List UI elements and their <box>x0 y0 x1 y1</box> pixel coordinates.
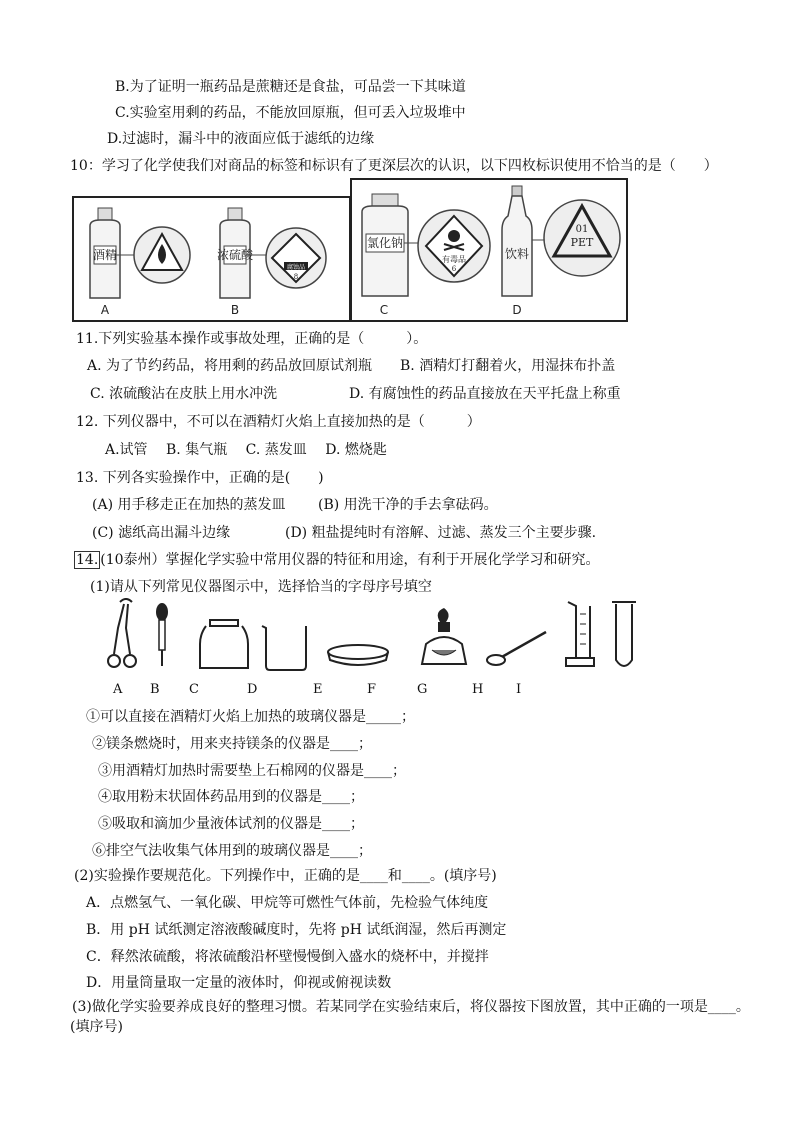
q9-option-d: D.过滤时，漏斗中的液面应低于滤纸的边缘 <box>107 131 375 147</box>
test-tube-icon <box>612 602 636 666</box>
crucible-tongs-icon <box>108 599 136 667</box>
instrument-letter-g: G <box>417 682 428 697</box>
instrument-letter-e: E <box>313 682 323 697</box>
toxic-sign-text: 有毒品 <box>442 255 466 264</box>
q14-part2: (2)实验操作要规范化。下列操作中，正确的是____和____。(填序号) <box>74 868 497 884</box>
q12-stem: 12. 下列仪器中，不可以在酒精灯火焰上直接加热的是（ ） <box>76 414 481 430</box>
instrument-letter-d: D <box>247 682 258 697</box>
q14-heading <box>74 551 600 569</box>
q14-part2-option-a: A．点燃氢气、一氧化碳、甲烷等可燃性气体前，先检验气体纯度 <box>86 895 489 911</box>
medicine-spoon-icon <box>487 632 546 665</box>
q14-part1: (1)请从下列常见仪器图示中，选择恰当的字母序号填空 <box>90 579 432 595</box>
q13-option-b: (B) 用洗干净的手去拿砝码。 <box>318 497 498 513</box>
alcohol-lamp-icon <box>422 608 466 664</box>
q14-blank-1: ①可以直接在酒精灯火焰上加热的玻璃仪器是_____； <box>86 709 415 725</box>
instrument-letter-i: I <box>516 682 522 697</box>
beaker-icon <box>262 626 306 670</box>
instrument-letter-c: C <box>189 682 199 697</box>
toxic-sign-class: 6 <box>451 265 457 273</box>
q14-blank-2: ②镁条燃烧时，用来夹持镁条的仪器是____； <box>92 736 372 752</box>
figure-letter-c: C <box>379 303 389 317</box>
evaporating-dish-icon <box>328 645 388 665</box>
q11-option-b: B. 酒精灯打翻着火，用湿抹布扑盖 <box>400 358 616 374</box>
q9-option-c: C.实验室用剩的药品，不能放回原瓶，但可丢入垃圾堆中 <box>115 105 466 121</box>
q14-blank-5: ⑤吸取和滴加少量液体试剂的仪器是____； <box>98 816 364 832</box>
q11-stem: 11.下列实验基本操作或事故处理，正确的是（ ）。 <box>76 331 428 347</box>
corrosive-sign-class: 8 <box>293 273 299 281</box>
bottle-a-label: 酒精 <box>92 248 118 262</box>
q9-option-b: B.为了证明一瓶药品是蔗糖还是食盐，可品尝一下其味道 <box>115 79 466 95</box>
bottle-c-label: 氯化钠 <box>366 236 404 250</box>
q14-blank-4: ④取用粉末状固体药品用到的仪器是____； <box>98 789 364 805</box>
q10-figure-cd <box>350 178 628 322</box>
bottle-b-label: 浓硫酸 <box>216 248 254 262</box>
figure-letter-d: D <box>512 303 522 317</box>
recycle-material: PET <box>570 236 594 249</box>
instrument-letter-a: A <box>113 682 123 697</box>
q12-options: A.试管 B. 集气瓶 C. 蒸发皿 D. 燃烧匙 <box>105 442 387 458</box>
q13-option-c: (C) 滤纸高出漏斗边缘 <box>92 525 231 541</box>
q11-option-d: D. 有腐蚀性的药品直接放在天平托盘上称重 <box>349 386 621 402</box>
figure-letter-a: A <box>100 303 110 317</box>
gas-jar-icon <box>200 620 248 668</box>
q11-option-a: A. 为了节约药品，将用剩的药品放回原试剂瓶 <box>87 358 373 374</box>
q14-blank-6: ⑥排空气法收集气体用到的玻璃仪器是____； <box>92 843 372 859</box>
dropper-icon <box>156 603 168 666</box>
q14-number: 14. <box>76 552 99 568</box>
q14-part2-option-d: D．用量筒量取一定量的液体时，仰视或俯视读数 <box>86 975 392 991</box>
q14-part3: (3)做化学实验要养成良好的整理习惯。若某同学在实验结束后，将仪器按下图放置，其中正确的一项是____。 <box>72 999 750 1015</box>
q13-option-d: (D) 粗盐提纯时有溶解、过滤、蒸发三个主要步骤. <box>285 525 597 541</box>
q14-part2-option-c: C．释然浓硫酸，将浓硫酸沿杯壁慢慢倒入盛水的烧杯中，并搅拌 <box>86 949 489 965</box>
q10-stem: 10：学习了化学使我们对商品的标签和标识有了更深层次的认识，以下四枚标识使用不恰当的是（ ） <box>70 158 718 174</box>
q13-stem: 13. 下列各实验操作中，正确的是( ) <box>76 470 324 486</box>
q14-stem: (10泰州）掌握化学实验中常用仪器的特征和用途，有利于开展化学学习和研究。 <box>100 552 600 568</box>
q13-option-a: (A) 用手移走正在加热的蒸发皿 <box>92 497 286 513</box>
q10-figure-ab-drawing <box>74 198 349 320</box>
corrosive-sign-text: 腐蚀品 <box>286 264 306 271</box>
q14-part2-option-b: B．用 pH 试纸测定溶液酸碱度时，先将 pH 试纸润湿，然后再测定 <box>86 922 507 938</box>
bottle-d-label: 饮料 <box>504 247 530 261</box>
instrument-letter-f: F <box>367 682 377 697</box>
figure-letter-b: B <box>230 303 240 317</box>
instruments-figure <box>100 598 645 678</box>
instrument-letter-b: B <box>150 682 160 697</box>
graduated-cylinder-icon <box>566 602 594 666</box>
q14-part3-tail: (填序号) <box>70 1019 123 1035</box>
q11-option-c: C. 浓硫酸沾在皮肤上用水冲洗 <box>90 386 278 402</box>
q14-blank-3: ③用酒精灯加热时需要垫上石棉网的仪器是____； <box>98 763 406 779</box>
q10-figure-ab <box>72 196 351 322</box>
instrument-letter-h: H <box>472 682 484 697</box>
q10-figure-cd-drawing <box>352 180 626 320</box>
recycle-code: 01 <box>575 224 589 235</box>
